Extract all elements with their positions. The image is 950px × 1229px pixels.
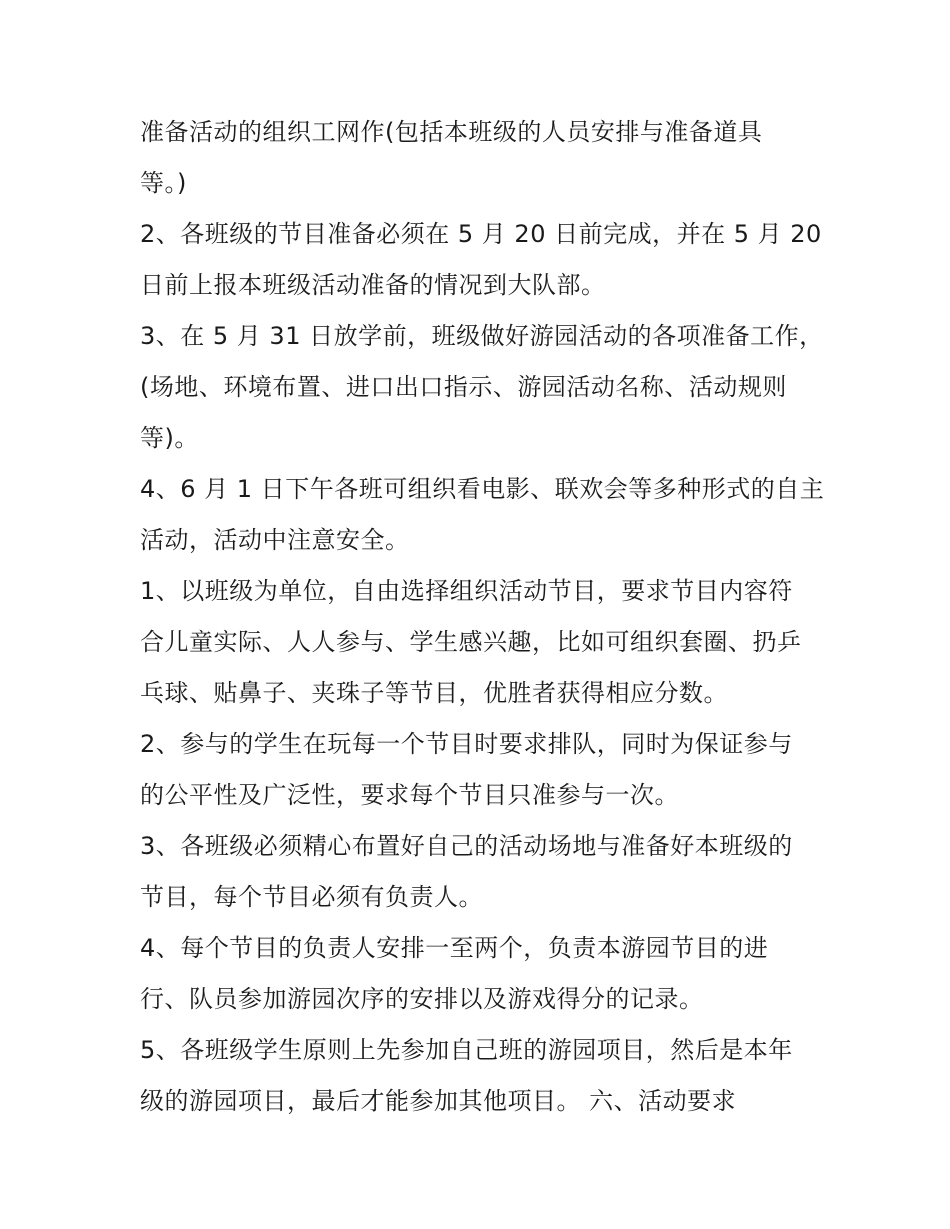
text-line: 节目，每个节目必须有负责人。 [140,883,483,911]
text-line: 级的游园项目，最后才能参加其他项目。 六、活动要求 [140,1087,737,1115]
text-line: 活动，活动中注意安全。 [140,526,410,554]
text-line: 日前上报本班级活动准备的情况到大队部。 [140,271,606,299]
text-line: 4、每个节目的负责人安排一至两个，负责本游园节目的进 [140,934,769,962]
text-line: 等。) [140,169,187,197]
text-line: 准备活动的组织工网作(包括本班级的人员安排与准备道具 [140,118,763,146]
text-line: 2、参与的学生在玩每一个节目时要求排队，同时为保证参与 [140,730,793,758]
text-line: 等)。 [140,424,199,452]
text-line: 2、各班级的节目准备必须在 5 月 20 日前完成，并在 5 月 20 [140,220,822,248]
text-line: 的公平性及广泛性，要求每个节目只准参与一次。 [140,781,679,809]
text-line: (场地、环境布置、进口出口指示、游园活动名称、活动规则 [140,373,787,401]
text-line: 行、队员参加游园次序的安排以及游戏得分的记录。 [140,985,704,1013]
text-line: 3、在 5 月 31 日放学前，班级做好游园活动的各项准备工作， [140,322,824,350]
text-line: 4、6 月 1 日下午各班可组织看电影、联欢会等多种形式的自主 [140,475,825,503]
document-body [140,107,825,1127]
text-line: 5、各班级学生原则上先参加自己班的游园项目，然后是本年 [140,1036,793,1064]
text-line: 合儿童实际、人人参与、学生感兴趣，比如可组织套圈、扔乒 [140,628,802,656]
text-line: 乓球、贴鼻子、夹珠子等节目，优胜者获得相应分数。 [140,679,728,707]
text-line: 3、各班级必须精心布置好自己的活动场地与准备好本班级的 [140,832,793,860]
text-line: 1、以班级为单位，自由选择组织活动节目，要求节目内容符 [140,577,793,605]
